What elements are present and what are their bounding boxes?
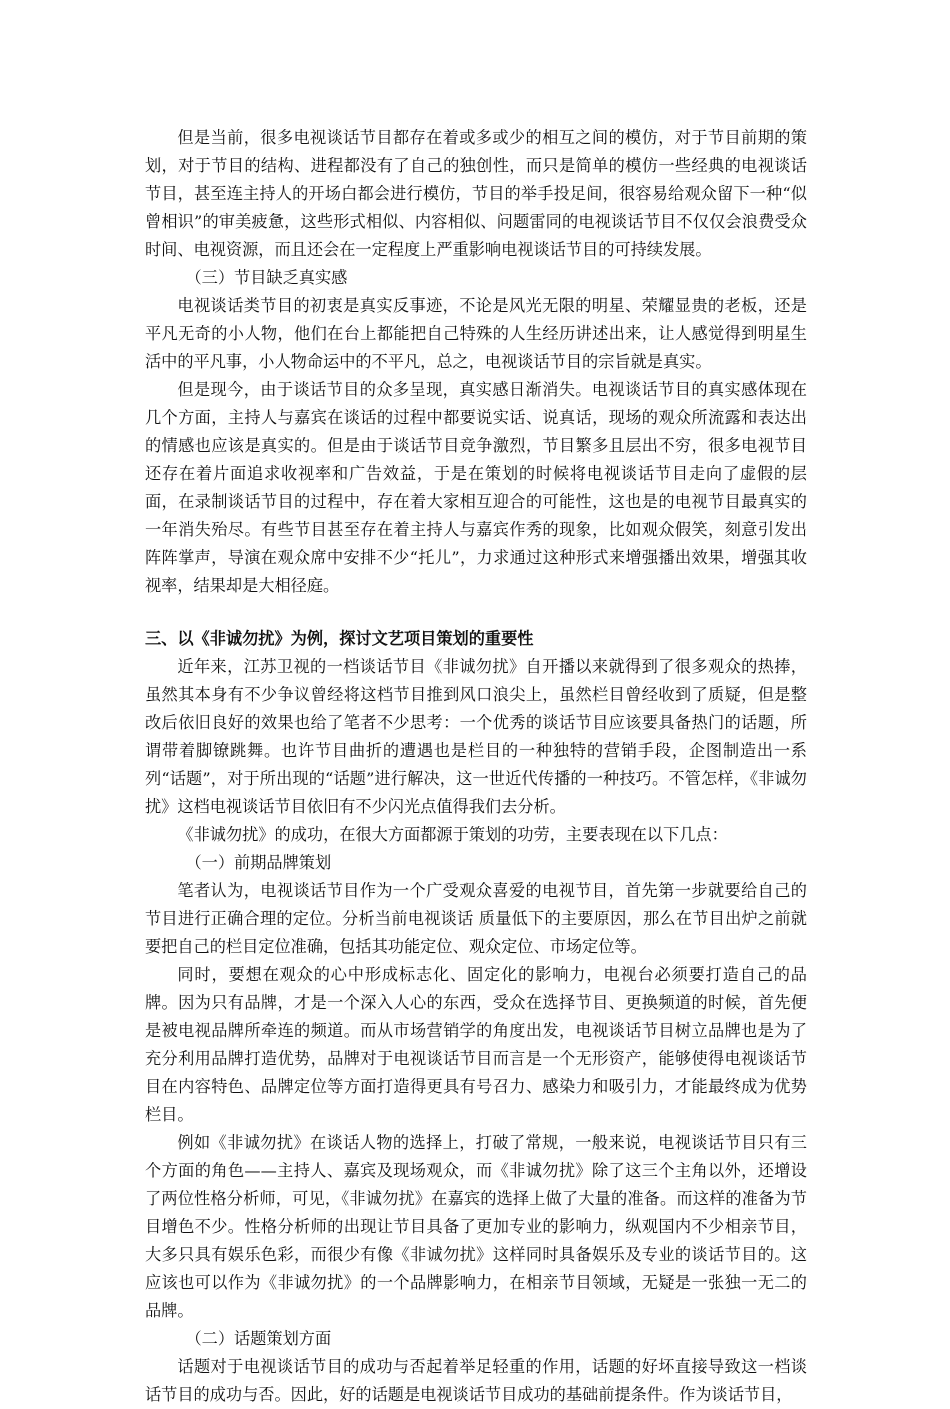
paragraph-example-analysts: 例如《非诚勿扰》在谈话人物的选择上，打破了常规，一般来说，电视谈话节目只有三个方面的角色——主持人、嘉宾及现场观众，而《非诚勿扰》除了这三个主角以外，还增设了两位性格分析师，可见，《非诚勿扰》在嘉宾的选择上做了大量的准备。而这样的准备为节目增色不少。性格分析师的出现让节目具备了更加专业的影响力，纵观国内不少相亲节目，大多只具有娱乐色彩，而很少有像《非诚勿扰》这样同时具备娱乐及专业的谈话节目的。这应该也可以作为《非诚勿扰》的一个品牌影响力，在相亲节目领域，无疑是一张独一无二的品牌。	[145, 1133, 807, 1320]
paragraph-fei-cheng-wu-rao-intro: 近年来，江苏卫视的一档谈话节目《非诚勿扰》自开播以来就得到了很多观众的热捧，虽然其本身有不少争议曾经将这档节目推到风口浪尖上，虽然栏目曾经收到了质疑，但是整改后依旧良好的效果也给了笔者不少思考：一个优秀的谈话节目应该要具备热门的话题，所谓带着脚镣跳舞。也许节目曲折的遭遇也是栏目的一种独特的营销手段，企图制造出一系列“话题”，对于所出现的“话题”进行解决，这一世近代传播的一种技巧。不管怎样，《非诚勿扰》这档电视谈话节目依旧有不少闪光点值得我们去分析。	[145, 657, 807, 816]
subheading-topic-planning: （二）话题策划方面	[185, 1329, 332, 1348]
paragraph-imitation: 但是当前，很多电视谈话节目都存在着或多或少的相互之间的模仿，对于节目前期的策划，对于节目的结构、进程都没有了自己的独创性，而只是简单的模仿一些经典的电视谈话节目，甚至连主持人的开场白都会进行模仿，节目的举手投足间，很容易给观众留下一种“似曾相识”的审美疲惫，这些形式相似、内容相似、问题雷同的电视谈话节目不仅仅会浪费受众时间、电视资源，而且还会在一定程度上严重影响电视谈话节目的可持续发展。	[145, 128, 807, 259]
document-body	[145, 124, 807, 1409]
subheading-lack-of-realism: （三）节目缺乏真实感	[185, 268, 348, 287]
paragraph-topic-importance: 话题对于电视谈话节目的成功与否起着举足轻重的作用，话题的好坏直接导致这一档谈话节目的成功与否。因此，好的话题是电视谈话节目成功的基础前提条件。作为谈话节目，	[145, 1357, 807, 1404]
section-heading-3: 三、以《非诚勿扰》为例，探讨文艺项目策划的重要性	[145, 629, 534, 648]
paragraph-success-reasons: 《非诚勿扰》的成功，在很大方面都源于策划的功劳，主要表现在以下几点：	[177, 825, 728, 844]
paragraph-realism-loss: 但是现今，由于谈话节目的众多呈现，真实感日渐消失。电视谈话节目的真实感体现在几个方面，主持人与嘉宾在谈话的过程中都要说实话、说真话，现场的观众所流露和表达出的情感也应该是真实的。但是由于谈话节目竞争激烈，节目繁多且层出不穷，很多电视节目还存在着片面追求收视率和广告效益，于是在策划的时候将电视谈话节目走向了虚假的层面，在录制谈话节目的过程中，存在着大家相互迎合的可能性，这也是的电视节目最真实的一年消失殆尽。有些节目甚至存在着主持人与嘉宾作秀的现象，比如观众假笑，刻意引发出阵阵掌声，导演在观众席中安排不少“托儿”，力求通过这种形式来增强播出效果，增强其收视率，结果却是大相径庭。	[145, 380, 807, 595]
subheading-brand-planning: （一）前期品牌策划	[185, 853, 332, 872]
paragraph-positioning: 笔者认为，电视谈话节目作为一个广受观众喜爱的电视节目，首先第一步就要给自己的节目进行正确合理的定位。分析当前电视谈话 质量低下的主要原因，那么在节目出炉之前就要把自己的栏目定位准确，包括其功能定位、观众定位、市场定位等。	[145, 881, 807, 956]
paragraph-brand: 同时，要想在观众的心中形成标志化、固定化的影响力，电视台必须要打造自己的品牌。因为只有品牌，才是一个深入人心的东西，受众在选择节目、更换频道的时候，首先便是被电视品牌所牵连的频道。而从市场营销学的角度出发，电视谈话节目树立品牌也是为了充分利用品牌打造优势，品牌对于电视谈话节目而言是一个无形资产，能够使得电视谈话节目在内容特色、品牌定位等方面打造得更具有号召力、感染力和吸引力，才能最终成为优势栏目。	[145, 965, 807, 1124]
paragraph-original-intent: 电视谈话类节目的初衷是真实反事迹，不论是风光无限的明星、荣耀显贵的老板，还是平凡无奇的小人物，他们在台上都能把自己特殊的人生经历讲述出来，让人感觉得到明星生活中的平凡事，小人物命运中的不平凡，总之，电视谈话节目的宗旨就是真实。	[145, 296, 807, 371]
